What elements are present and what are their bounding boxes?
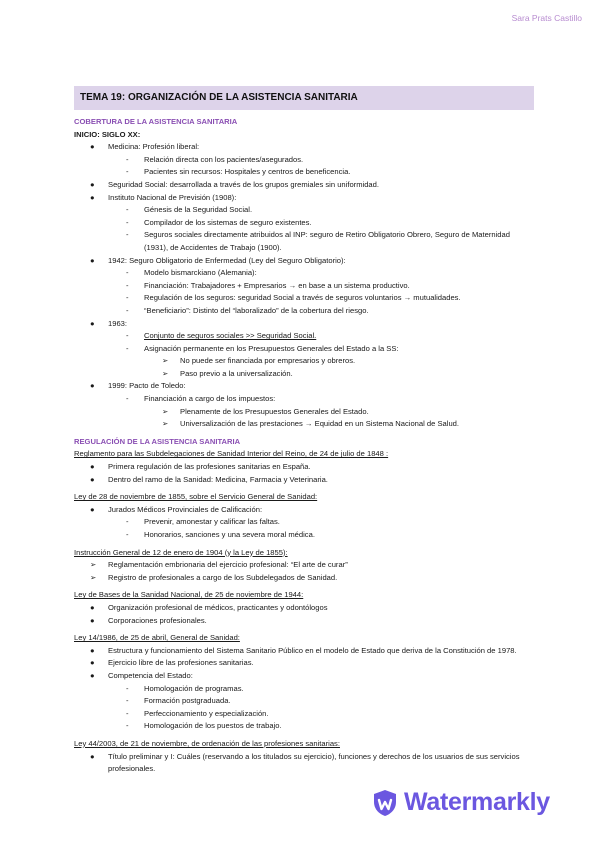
law-heading: Ley de 28 de noviembre de 1855, sobre el Servicio General de Sanidad: xyxy=(74,492,318,502)
list-item: - Homologación de programas. xyxy=(126,683,244,693)
author-name: Sara Prats Castillo xyxy=(511,13,582,23)
list-item: - Conjunto de seguros sociales >> Seguridad Social. xyxy=(126,331,317,341)
arrow-bullet-icon: ➢ xyxy=(162,406,169,416)
list-item: ● Jurados Médicos Provinciales de Calificación: xyxy=(90,504,263,514)
list-item: - Prevenir, amonestar y calificar las faltas. xyxy=(126,517,280,527)
list-item: ➢ Universalización de las prestaciones → Equidad en un Sistema Nacional de Salud. xyxy=(74,418,534,431)
arrow-bullet-icon: ➢ xyxy=(90,560,97,570)
arrow-bullet-icon: ➢ xyxy=(162,419,169,429)
list-item: ➢ Plenamente de los Presupuestos Generales del Estado. xyxy=(74,406,534,419)
list-item: - Homologación de los puestos de trabajo. xyxy=(126,721,282,731)
list-item: - Formación postgraduada. xyxy=(126,696,231,706)
section-heading-cobertura: COBERTURA DE LA ASISTENCIA SANITARIA xyxy=(74,117,238,126)
list-item: ● Organización profesional de médicos, practicantes y odontólogos xyxy=(90,602,328,612)
section-heading-regulacion: REGULACIÓN DE LA ASISTENCIA SANITARIA xyxy=(74,436,241,446)
arrow-bullet-icon: ➢ xyxy=(162,368,169,378)
law-heading: Instrucción General de 12 de enero de 1904 (y la Ley de 1855): xyxy=(74,547,288,557)
list-item: - Financiación: Trabajadores + Empresarios → en base a un sistema productivo. xyxy=(126,280,410,290)
page-title: TEMA 19: ORGANIZACIÓN DE LA ASISTENCIA SANITARIA xyxy=(74,86,534,110)
law-heading: Ley 44/2003, de 21 de noviembre, de ordenación de las profesiones sanitarias: xyxy=(74,738,340,748)
list-item: - Relación directa con los pacientes/asegurados. xyxy=(126,154,304,164)
list-item: ● Corporaciones profesionales. xyxy=(90,615,207,625)
list-item: ➢ Paso previo a la universalización. xyxy=(74,368,534,381)
list-item: ● 1942: Seguro Obligatorio de Enfermedad (Ley del Seguro Obligatorio): xyxy=(90,255,346,265)
list-item: - Modelo bismarckiano (Alemania): xyxy=(126,268,257,278)
list-item: - Honorarios, sanciones y una severa moral médica. xyxy=(126,530,315,539)
list-item: - Asignación permanente en los Presupuestos Generales del Estado a la SS: xyxy=(126,343,399,353)
list-item: - Regulación de los seguros: seguridad Social a través de seguros voluntarios → mutualidades. xyxy=(126,293,461,303)
list-item: - Compilador de los sistemas de seguro existentes. xyxy=(126,217,312,227)
watermark-text: Watermarkly xyxy=(404,788,550,816)
list-item: ● Título preliminar y I: Cuáles (reservando a los titulados su ejercicio), funciones y derechos de los usuarios de sus servicios profesionales. xyxy=(90,751,520,774)
list-item: - “Beneficiario”: Distinto del “laboralizado” de la cobertura del riesgo. xyxy=(126,305,369,315)
law-heading: Ley de Bases de la Sanidad Nacional, de 25 de noviembre de 1944: xyxy=(74,590,304,600)
list-item: - Financiación a cargo de los impuestos: xyxy=(126,394,276,404)
list-item: ➢ No puede ser financiada por empresarios y obreros. xyxy=(74,355,534,368)
list-item: - Génesis de la Seguridad Social. xyxy=(126,205,253,215)
shield-icon xyxy=(372,789,398,817)
arrow-bullet-icon: ➢ xyxy=(90,572,97,582)
list-item: ● Medicina: Profesión liberal: xyxy=(90,142,200,152)
document-page xyxy=(74,86,534,776)
list-item: ● 1963: xyxy=(90,318,128,328)
list-item: ● Instituto Nacional de Previsión (1908): xyxy=(90,192,237,202)
list-item: - Perfeccionamiento y especialización. xyxy=(126,708,269,718)
list-item: ➢ Reglamentación embrionaria del ejercicio profesional: “El arte de curar” xyxy=(74,559,534,572)
list-item: - Seguros sociales directamente atribuidos al INP: seguro de Retiro Obligatorio Obrero, Seguro de Maternidad (1931), de Accidentes de Trabajo (1900). xyxy=(126,230,510,252)
subheading-inicio: INICIO: SIGLO XX: xyxy=(74,129,141,139)
list-item: ● Competencia del Estado: xyxy=(90,670,193,680)
list-item: ● Dentro del ramo de la Sanidad: Medicina, Farmacia y Veterinaria. xyxy=(90,474,328,484)
list-item: ➢ Registro de profesionales a cargo de los Subdelegados de Sanidad. xyxy=(74,572,534,585)
law-heading: Reglamento para las Subdelegaciones de Sanidad Interior del Reino, de 24 de julio de 1848 : xyxy=(74,449,389,459)
list-item: ● Seguridad Social: desarrollada a través de los grupos gremiales sin uniformidad. xyxy=(90,179,379,189)
list-item: - Pacientes sin recursos: Hospitales y centros de beneficencia. xyxy=(126,167,351,177)
watermark xyxy=(372,788,550,817)
list-item: ● Ejercicio libre de las profesiones sanitarias. xyxy=(90,658,254,668)
law-heading: Ley 14/1986, de 25 de abril, General de Sanidad: xyxy=(74,633,240,643)
list-item: ● Primera regulación de las profesiones sanitarias en España. xyxy=(90,462,311,472)
list-item: ● Estructura y funcionamiento del Sistema Sanitario Público en el modelo de Estado que deriva de la Constitución de 1978. xyxy=(90,645,517,655)
list-item: ● 1999: Pacto de Toledo: xyxy=(90,381,186,391)
arrow-bullet-icon: ➢ xyxy=(162,356,169,366)
